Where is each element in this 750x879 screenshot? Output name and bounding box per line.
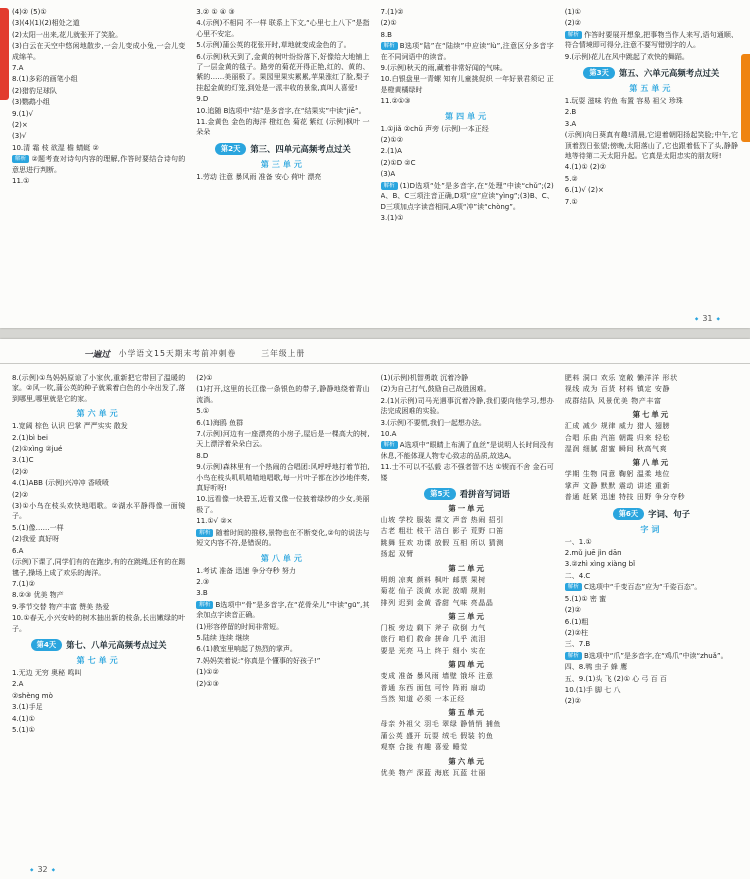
word-list-line: 排列 迟到 金黄 香甜 气味 亮晶晶 xyxy=(380,598,494,607)
answer-line: (1)① xyxy=(564,8,581,16)
analysis-line xyxy=(381,440,554,461)
answer-line: (2)我爱 真好呀 xyxy=(12,535,60,544)
answer-line: (示例)下课了,同学们有的在跑步,有的在跳绳,还有的在踢毽子,操场上成了欢乐的海洋。 xyxy=(12,558,186,577)
answer-line: 5.(示例)蒲公英的花张开时,草地就变成金色的了。 xyxy=(196,41,351,50)
answer-line: 2.(1)A xyxy=(380,147,402,156)
answer-line: (4)② (5)① xyxy=(12,8,47,16)
word-list-line: 汇成 减少 规律 威力 猎人 翅膀 xyxy=(564,422,671,431)
analysis-line xyxy=(196,600,369,621)
answer-line: 8.②③ 优美 物产 xyxy=(12,591,64,600)
answer-line: 10.①春天,小兴安岭的树木抽出新的枝条,长出嫩绿的叶子。 xyxy=(12,614,186,633)
answer-line: 一、1.① xyxy=(564,537,592,546)
answer-line: 4.(1)ABB (示例)兴冲冲 香喷喷 xyxy=(12,479,109,488)
day-header xyxy=(12,639,185,651)
answer-line: 7.A xyxy=(12,64,24,73)
answer-line: 3.② ① ④ ③ xyxy=(196,8,235,16)
day-header xyxy=(565,67,738,79)
analysis-badge: 解析 xyxy=(565,31,582,39)
answer-line: (3)白云在天空中悠闲地散步,一会儿变成小兔,一会儿变成绵羊。 xyxy=(12,42,186,61)
answer-line: 6.(1)粗 xyxy=(564,617,589,626)
unit-header: 第八单元 xyxy=(260,553,305,563)
analysis-line xyxy=(381,41,554,62)
answer-line: (1)(示例)机智勇敢 沉着冷静 xyxy=(380,374,469,382)
analysis-text: (1)D选项“处”是多音字,在“处理”中读“chǔ”;(2)A、B、C三项注音正确,D项“应”应读“yìng”;(3)B、C、D三项加点字读音相同,A项“冲”读“chòng”。 xyxy=(380,181,554,211)
answer-column-1 xyxy=(12,373,185,859)
page-number: ◆ 32 ◆ xyxy=(26,865,59,874)
answer-line: (2)② xyxy=(12,467,29,476)
answer-line: 5.(1)① 密 蜜 xyxy=(564,594,607,603)
day-title: 第七、八单元高频考点过关 xyxy=(66,639,167,650)
answer-columns-top xyxy=(12,7,738,308)
answer-line: 1.宽阔 棕色 认识 巴掌 严严实实 散发 xyxy=(12,422,128,431)
day-badge: 第3天 xyxy=(583,67,614,79)
answer-line: 3.(1)C xyxy=(12,456,34,465)
analysis-line xyxy=(196,528,369,549)
answer-page-32 xyxy=(0,339,750,879)
answer-line: 11.士不可以不弘毅 志不强者智不达 ①锲而不舍 金石可镂 xyxy=(380,463,554,482)
analysis-text: B选项中“爪”是多音字,在“鸡爪”中读“zhuǎ”。 xyxy=(583,651,728,660)
analysis-badge: 解析 xyxy=(196,529,213,537)
day-badge: 第5天 xyxy=(424,488,455,500)
analysis-text: B选项中“骨”是多音字,在“花骨朵儿”中读“gū”,其余加点字读音正确。 xyxy=(196,600,370,620)
answer-line: (2)①② xyxy=(380,136,403,145)
day-title: 第五、六单元高频考点过关 xyxy=(618,68,720,79)
answer-line: 10.清 霜 枝 欲湿 檐 蜻蜓 ② xyxy=(12,143,99,152)
answer-line: (2)①③ xyxy=(196,679,219,688)
word-list-line: 优美 物产 深蓝 海底 瓦蓝 壮丽 xyxy=(380,768,486,777)
book-title: 小学语文15天期末考前冲刺卷 xyxy=(118,349,237,358)
answer-line: 11.①√ ②× xyxy=(196,517,233,526)
answer-line: 3.A xyxy=(564,119,577,128)
answer-line: 7.(1)② xyxy=(12,579,35,588)
answer-line: (2)为自己打气,鼓励自己战胜困难。 xyxy=(380,385,491,394)
answer-line: 9.季节交替 物产丰富 赞美 热爱 xyxy=(12,602,110,611)
unit-header: 第三单元 xyxy=(260,159,305,169)
answer-line: 3.B xyxy=(196,589,208,598)
day-title: 字词、句子 xyxy=(648,508,690,519)
answer-line: 8.(示例)①鸟妈妈原谅了小家伙,重新把它带回了温暖的家。②风一吹,蒲公英的种子就乘着白色的小伞出发了,落到哪里,哪里就是它的家。 xyxy=(12,374,186,403)
answer-line: 6.(1)√ (2)× xyxy=(564,186,604,195)
answer-line: (2)猎豹足球队 xyxy=(12,86,57,95)
answer-line: 6.(1)教室里响起了热烈的掌声。 xyxy=(196,645,297,654)
answer-line: 四、8.鸭 虫子 蜂 鹰 xyxy=(564,663,628,672)
answer-line: 8.B xyxy=(380,30,392,39)
answer-line: (3)(4)(1)(2)相处之道 xyxy=(12,19,80,28)
sub-unit-header: 第四单元 xyxy=(448,660,486,670)
day-title: 看拼音写词语 xyxy=(459,489,510,500)
answer-line: 6.(1)海鸥 鱼群 xyxy=(196,418,244,427)
answer-line: 5.① xyxy=(196,407,210,416)
analysis-badge: 解析 xyxy=(196,601,213,609)
answer-line: (2)① xyxy=(196,374,213,382)
word-list-line: 合唱 乐曲 汽笛 朝霞 归来 轻松 xyxy=(564,433,671,442)
word-list-line: 旅行 咱们 救命 拼命 几乎 流泪 xyxy=(380,635,486,644)
answer-line: (3)√ xyxy=(12,132,27,141)
word-list-line: 古老 粗壮 枝干 洁白 影子 荒野 口笛 xyxy=(380,527,504,536)
answer-line: 11.②①③ xyxy=(380,97,411,106)
word-list-line: 明朗 凉爽 颜料 枫叶 邮票 果树 xyxy=(380,575,486,584)
answer-line: 6.(示例)秋天到了,金黄的树叶纷纷落下,好像给大地铺上了一层金黄的毯子。路旁的菊花开得正艳,红的、黄的、紫的……美丽极了。果园里果实累累,苹果涨红了脸,梨子挂起金黄的灯笼,到处是一派丰收的景象,真叫人喜爱! xyxy=(196,52,370,92)
sub-unit-header: 第一单元 xyxy=(448,504,486,514)
analysis-text: 随着时间的推移,景物也在不断变化,②句的说法与短文内容不符,是错误的。 xyxy=(196,528,370,548)
answer-line: 2.B xyxy=(564,108,577,117)
day-header xyxy=(565,508,738,520)
answer-line: 10.远看像一块碧玉,近看又像一位披着绿纱的少女,美丽极了。 xyxy=(196,495,370,514)
answer-line: 五、9.(1)头 飞 (2)① 心 弓 百 百 xyxy=(564,674,667,683)
page-number: ◆ 31 ◆ xyxy=(691,314,724,323)
day-title: 第三、四单元高频考点过关 xyxy=(250,143,351,154)
word-list-line: 观察 合拢 有趣 喜爱 睡觉 xyxy=(380,743,468,752)
answer-line: (2)①xìng ②jué xyxy=(12,445,63,454)
answer-line: 5.(1)① xyxy=(12,725,35,734)
analysis-text: C选项中“千变百态”应为“千姿百态”。 xyxy=(583,583,702,592)
answer-line: (2)② xyxy=(12,490,29,499)
word-list-line: 掌声 文静 默默 震动 讲述 重新 xyxy=(564,481,671,490)
answer-line: 6.A xyxy=(12,546,24,555)
answer-line: (1)形容停留的时间非常短。 xyxy=(196,622,284,631)
analysis-badge: 解析 xyxy=(381,182,398,190)
answer-line: 8.D xyxy=(196,451,209,460)
answer-line: 1.①jiǎ ②chǔ 声旁 (示例)一本正经 xyxy=(380,124,489,133)
answer-line: 4.(示例)不相同 不一样 联系上下文,“心里七上八下”是指心里不安定。 xyxy=(196,19,370,38)
answer-line: (2)太阳一出来,花儿就张开了笑脸。 xyxy=(12,30,123,39)
answer-line: 1.考试 准备 迅速 争分夺秒 努力 xyxy=(196,566,296,575)
answer-line: 10.A xyxy=(380,430,397,439)
answer-line: (示例)向日葵真有趣!清晨,它迎着朝阳扬起笑脸;中午,它顶着烈日张望;傍晚,太阳落山了,它也跟着低下了头,静静地等待第二天太阳升起。它真是太阳忠实的朋友呀! xyxy=(564,131,738,161)
word-list-line: 肥料 洞口 欢乐 宽敞 懒洋洋 形状 xyxy=(564,374,678,382)
sub-unit-header: 第八单元 xyxy=(632,458,671,468)
answer-line: (1)打开,这里的长江像一条银色的带子,静静地绕着青山流淌。 xyxy=(196,385,370,404)
answer-line: 3.②zhì xìng xiàng bǐ xyxy=(564,560,636,569)
orange-edge-tab xyxy=(741,54,750,142)
answer-line: 3.(示例)不要慌,我们一起想办法。 xyxy=(380,418,486,427)
answer-columns-bottom xyxy=(12,373,738,859)
word-list-line: 扬起 双臂 xyxy=(380,550,414,559)
answer-line: 4.(1)① (2)② xyxy=(564,163,607,172)
answer-line: 7.① xyxy=(564,197,578,206)
sub-unit-header: 第二单元 xyxy=(448,563,486,573)
answer-line: (2)① xyxy=(380,19,397,28)
unit-header: 第六单元 xyxy=(76,409,121,419)
answer-line: 11.① xyxy=(12,177,30,186)
answer-line: 9.(示例)花儿在风中跳起了欢快的舞蹈。 xyxy=(564,52,689,61)
answer-line: 1.劳动 注意 暴风雨 准备 安心 荷叶 漂亮 xyxy=(196,172,322,181)
answer-line: 10.追随 B选项中“结”是多音字,在“结果实”中读“jiē”。 xyxy=(196,106,366,115)
answer-line: 2.③ xyxy=(196,577,210,586)
book-grade: 三年级上册 xyxy=(261,349,306,358)
answer-line: 1.无边 无穷 奥秘 鸣叫 xyxy=(12,668,82,677)
answer-line: (1)①② xyxy=(196,668,219,677)
word-list-line: 成群结队 风景优美 物产丰富 xyxy=(564,396,662,405)
answer-line: (3)鹦鹉小组 xyxy=(12,98,50,107)
analysis-text: A选项中“眼睛上布满了血丝”是说明人长时间没有休息,不能体现人物专心致志的品质,故选A。 xyxy=(380,441,554,460)
answer-column-2 xyxy=(196,373,369,859)
answer-line: 4.(1)① xyxy=(12,714,35,723)
answer-column-3 xyxy=(381,373,554,859)
word-list-line: 门板 旁边 剩下 斧子 砍倒 力气 xyxy=(380,623,486,632)
answer-line: 11.金黄色 金色的海洋 橙红色 菊花 紫红 (示例)枫叶 一朵朵 xyxy=(196,118,370,137)
word-list-line: 母亲 外祖父 羽毛 翠绿 静悄悄 捕鱼 xyxy=(380,720,502,729)
answer-line: (3)A xyxy=(380,170,396,179)
word-list-line: 普通 东西 面包 可怜 阵雨 扇动 xyxy=(380,683,486,692)
word-list-line: 视线 成为 百货 材料 镇定 安静 xyxy=(564,385,671,394)
analysis-badge: 解析 xyxy=(12,155,29,163)
analysis-badge: 解析 xyxy=(381,441,398,449)
book-header xyxy=(0,344,750,364)
analysis-badge: 解析 xyxy=(565,652,582,660)
analysis-line xyxy=(565,582,738,592)
answer-line: 5.② xyxy=(564,174,578,183)
analysis-line xyxy=(565,651,738,661)
answer-column-1 xyxy=(12,7,185,308)
unit-header: 第七单元 xyxy=(76,655,121,665)
unit-header: 第五单元 xyxy=(629,84,674,94)
answer-line: 9.(示例)秋天的雨,藏着非常好闻的气味。 xyxy=(380,64,507,73)
answer-line: 10.(1)手 脚 七 八 xyxy=(564,685,621,694)
answer-column-2 xyxy=(196,7,369,308)
word-list-line: 变成 准备 暴风雨 墙壁 饿坏 注意 xyxy=(380,672,494,681)
answer-column-4 xyxy=(565,7,738,308)
answer-line: (2)× xyxy=(12,121,28,130)
word-list-line: 跳舞 狂欢 功课 放假 互相 所以 猜测 xyxy=(380,538,504,547)
answer-line: (2)② xyxy=(564,697,581,706)
answer-line: ②shèng mò xyxy=(12,691,53,700)
answer-line: 5.(1)像……一样 xyxy=(12,523,64,532)
answer-line: 2.(1)(示例)司马光遇事沉着冷静,我们要向他学习,想办法完成困难的实验。 xyxy=(380,396,554,416)
day-header xyxy=(196,143,369,155)
day-badge: 第6天 xyxy=(613,508,644,520)
answer-line: 7.(1)② xyxy=(380,8,404,16)
analysis-line xyxy=(565,30,738,51)
answer-line: 8.(1)多彩的画笔小组 xyxy=(12,75,78,84)
answer-line: 9.(示例)森林里有一个热闹的合唱团:风呼呼地打着节拍,小鸟在枝头叽叽喳喳地唱歌,每一片叶子都在沙沙地伴奏,真好听呀! xyxy=(196,463,370,493)
red-edge-tab xyxy=(0,8,9,100)
analysis-line xyxy=(381,181,554,212)
answer-column-4 xyxy=(565,373,738,859)
day-header xyxy=(381,488,554,500)
answer-line: (2)② xyxy=(564,606,581,615)
analysis-line xyxy=(12,154,185,175)
answer-line: (2)② xyxy=(564,19,581,28)
series-logo: 一遍过 xyxy=(84,349,110,360)
answer-line: 2.mǔ juē jìn dān xyxy=(564,549,622,558)
answer-line: 9.D xyxy=(196,95,209,104)
word-list-line: 学期 生物 同意 鞠躬 温柔 地位 xyxy=(564,470,671,479)
word-list-line: 普通 赶紧 迅速 特技 田野 争分夺秒 xyxy=(564,493,686,502)
answer-line: 2.A xyxy=(12,680,24,689)
sub-unit-header: 第七单元 xyxy=(632,410,671,420)
word-list-line: 山坡 学校 服装 课文 声音 热闹 招引 xyxy=(380,516,504,525)
answer-line: 5.陆续 连续 继续 xyxy=(196,633,250,642)
answer-line: (3)①小鸟在枝头欢快地唱歌。②湖水平静得像一面镜子。 xyxy=(12,502,186,521)
sub-unit-header: 第五单元 xyxy=(448,708,486,718)
analysis-badge: 解析 xyxy=(381,42,398,50)
unit-header: 第四单元 xyxy=(445,111,490,121)
answer-line: 1.玩耍 滋味 钓鱼 布置 容易 祖父 珍珠 xyxy=(564,97,683,106)
sub-unit-header: 第三单元 xyxy=(448,611,486,621)
answer-line: 3.(1)① xyxy=(380,213,404,222)
analysis-text: 作答时要展开想象,把事物当作人来写,语句通顺、符合情境即可得分,注意不要写错别字的人。 xyxy=(564,30,738,50)
word-list-line: 蒲公英 盛开 玩耍 绒毛 假装 钓鱼 xyxy=(380,731,494,740)
word-list-line: 菊花 仙子 淡黄 水泥 放晴 规则 xyxy=(380,587,486,596)
analysis-badge: 解析 xyxy=(565,583,582,591)
answer-line: 二、4.C xyxy=(564,571,591,580)
answer-line: 3.(1)手足 xyxy=(12,703,43,712)
analysis-text: B选项“陆”在“陆续”中应读“lù”,注意区分多音字在不同词语中的读音。 xyxy=(380,42,554,61)
word-list-line: 要是 光亮 马上 终于 细小 实在 xyxy=(380,646,486,655)
answer-line: 三、7.B xyxy=(564,640,591,649)
answer-line: (2)②柱 xyxy=(564,628,588,637)
answer-line: 7.(示例)河边有一座漂亮的小房子,屋后是一棵高大的树,天上漂浮着朵朵白云。 xyxy=(196,430,370,449)
word-list-line: 湿润 细腻 甜蜜 瞬间 秋高气爽 xyxy=(564,445,668,454)
sub-unit-header: 第六单元 xyxy=(448,756,486,766)
answer-page-31 xyxy=(0,0,750,328)
word-list-line: 当然 知道 必须 一本正经 xyxy=(380,694,465,703)
answer-line: 10.白银盘里一青螺 知有儿童挑促织 一年好景君须记 正是橙黄橘绿时 xyxy=(380,75,554,94)
analysis-text: ②题考查对诗句内容的理解,作答时要结合诗句的意思进行判断。 xyxy=(12,155,186,174)
day-badge: 第2天 xyxy=(215,143,246,155)
answer-column-3 xyxy=(381,7,554,308)
answer-line: 2.(1)bì bei xyxy=(12,433,48,442)
day-badge: 第4天 xyxy=(31,639,62,651)
unit-header: 字词 xyxy=(640,524,663,534)
answer-line: 7.妈妈笑着说:“你真是个懂事的好孩子!” xyxy=(196,656,321,665)
answer-line: (2)①D ②C xyxy=(380,158,416,167)
answer-line: 9.(1)√ xyxy=(12,109,34,118)
